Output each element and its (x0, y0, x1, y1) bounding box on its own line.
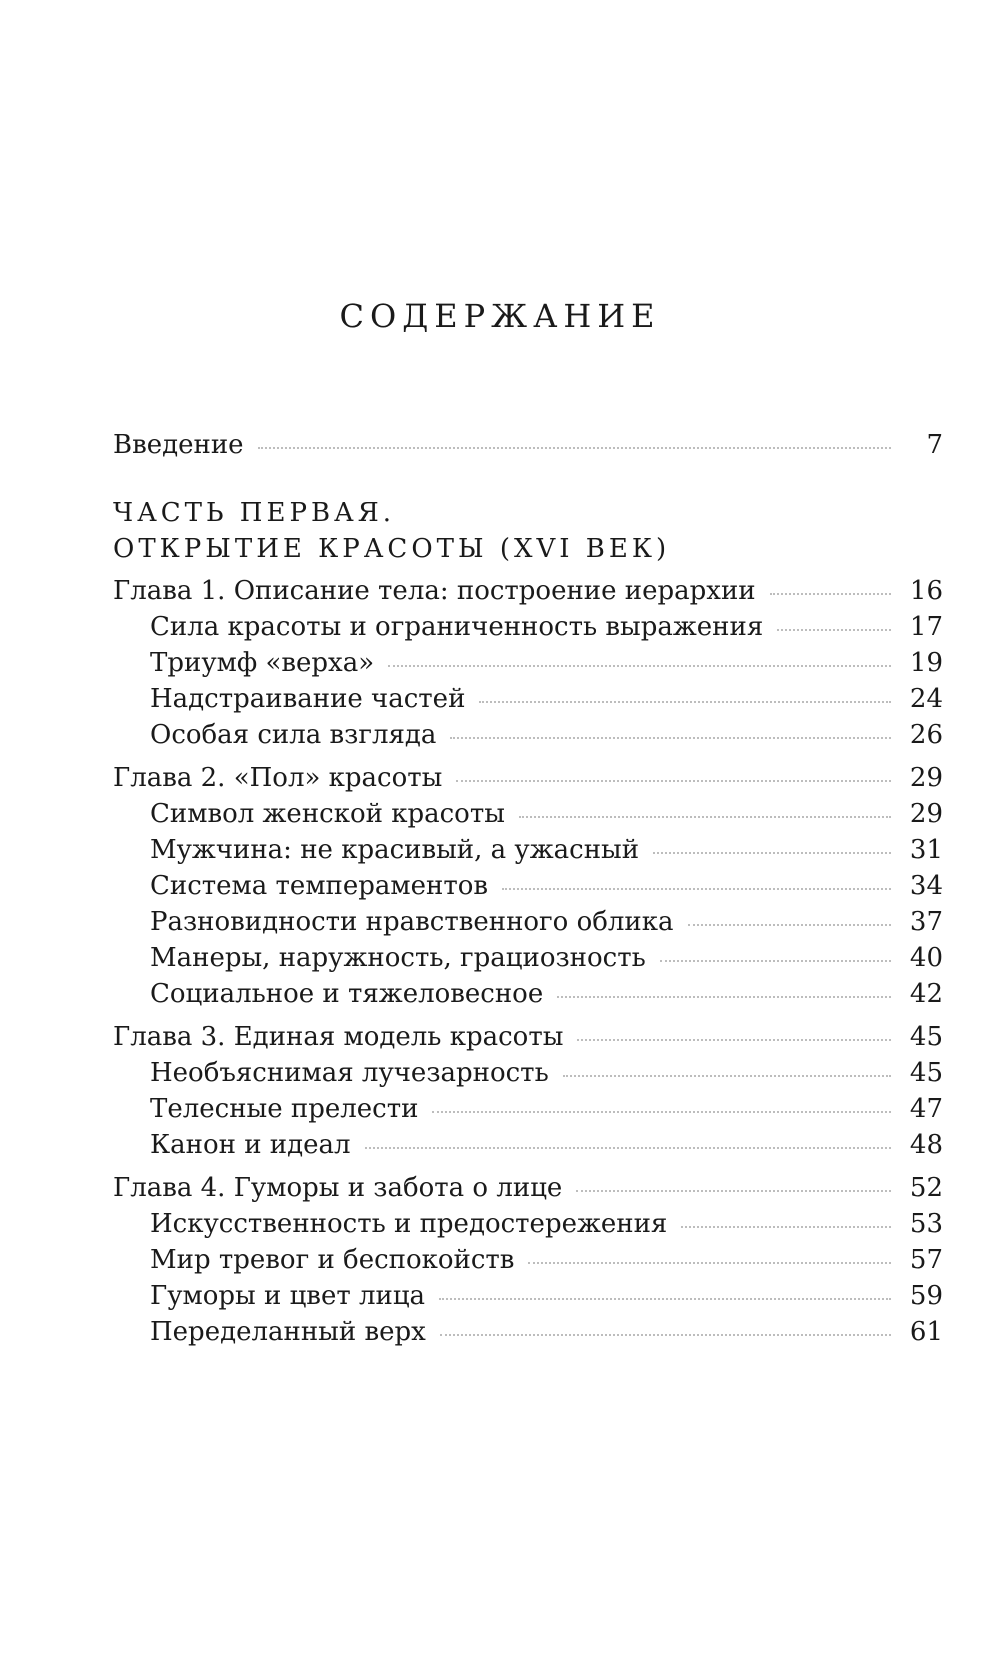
toc-page-number: 61 (909, 1317, 943, 1347)
toc-entry-section[interactable] (113, 1091, 943, 1127)
dot-leader (456, 780, 891, 782)
toc-entry-label: Введение (113, 430, 244, 460)
toc-entry-label: Мир тревог и беспокойств (150, 1245, 515, 1275)
dot-leader (528, 1262, 891, 1264)
part-heading-line-1: ЧАСТЬ ПЕРВАЯ. (113, 498, 396, 528)
chapter-list (113, 573, 943, 1350)
dot-leader (557, 996, 891, 998)
dot-leader (432, 1111, 891, 1113)
toc-entry-section[interactable] (113, 645, 943, 681)
toc-entry-label: Особая сила взгляда (150, 720, 437, 750)
part-heading-line-2: ОТКРЫТИЕ КРАСОТЫ (XVI ВЕК) (113, 534, 671, 564)
toc-page-number: 37 (909, 907, 943, 937)
toc-entry-label: Глава 4. Гуморы и забота о лице (113, 1173, 563, 1203)
dot-leader (479, 701, 891, 703)
page-title: СОДЕРЖАНИЕ (339, 297, 661, 335)
dot-leader (450, 737, 891, 739)
toc-page-number: 17 (909, 612, 943, 642)
dot-leader (576, 1190, 891, 1192)
toc-entry-section[interactable] (113, 1055, 943, 1091)
toc-entry-section[interactable] (113, 832, 943, 868)
toc-page-number: 48 (909, 1130, 943, 1160)
toc-page-number: 57 (909, 1245, 943, 1275)
toc-entry-section[interactable] (113, 976, 943, 1012)
toc-entry-section[interactable] (113, 796, 943, 832)
toc-page-number: 29 (909, 799, 943, 829)
toc-page-number: 59 (909, 1281, 943, 1311)
dot-leader (660, 960, 891, 962)
toc-entry-section[interactable] (113, 1206, 943, 1242)
toc-page-number: 34 (909, 871, 943, 901)
dot-leader (388, 665, 891, 667)
toc-entry-label: Манеры, наружность, грациозность (150, 943, 646, 973)
toc-page-number: 19 (909, 648, 943, 678)
toc-entry-chapter-4[interactable] (113, 1170, 943, 1206)
toc-entry-chapter-2[interactable] (113, 760, 943, 796)
toc-entry-section[interactable] (113, 1127, 943, 1163)
dot-leader (440, 1334, 891, 1336)
toc-entry-section[interactable] (113, 1242, 943, 1278)
toc-page-number: 29 (909, 763, 943, 793)
toc-entry-label: Разновидности нравственного облика (150, 907, 674, 937)
toc-page-number: 47 (909, 1094, 943, 1124)
toc-page-number: 31 (909, 835, 943, 865)
dot-leader (439, 1298, 891, 1300)
toc-page-number: 26 (909, 720, 943, 750)
dot-leader (770, 593, 891, 595)
dot-leader (502, 888, 891, 890)
toc-entry-label: Канон и идеал (150, 1130, 351, 1160)
toc-entry-label: Телесные прелести (150, 1094, 419, 1124)
toc-entry-chapter-1[interactable] (113, 573, 943, 609)
toc-entry-label: Символ женской красоты (150, 799, 505, 829)
dot-leader (563, 1075, 891, 1077)
toc-entry-label: Социальное и тяжеловесное (150, 979, 544, 1009)
dot-leader (365, 1147, 891, 1149)
toc-entry-chapter-3[interactable] (113, 1019, 943, 1055)
toc-entry-label: Мужчина: не красивый, а ужасный (150, 835, 640, 865)
dot-leader (777, 629, 891, 631)
toc-entry-label: Глава 1. Описание тела: построение иерархии (113, 576, 756, 606)
toc-entry-section[interactable] (113, 1278, 943, 1314)
toc-page-number: 52 (909, 1173, 943, 1203)
toc-entry-section[interactable] (113, 609, 943, 645)
toc-entry-label: Сила красоты и ограниченность выражения (150, 612, 764, 642)
toc-entry-label: Гуморы и цвет лица (150, 1281, 426, 1311)
toc-entry-section[interactable] (113, 681, 943, 717)
dot-leader (653, 852, 891, 854)
toc-entry-label: Система темпераментов (150, 871, 489, 901)
toc-page-number: 45 (909, 1058, 943, 1088)
toc-page-number: 16 (909, 576, 943, 606)
table-of-contents (113, 427, 943, 1350)
toc-entry-label: Глава 3. Единая модель красоты (113, 1022, 564, 1052)
toc-page-number: 42 (909, 979, 943, 1009)
toc-entry-label: Переделанный верх (150, 1317, 426, 1347)
dot-leader (577, 1039, 891, 1041)
toc-entry-section[interactable] (113, 868, 943, 904)
toc-entry-section[interactable] (113, 904, 943, 940)
toc-page-number: 24 (909, 684, 943, 714)
toc-entry-label: Триумф «верха» (150, 648, 375, 678)
dot-leader (258, 447, 891, 449)
part-heading (113, 495, 943, 567)
toc-entry-section[interactable] (113, 717, 943, 753)
toc-entry-intro[interactable] (113, 427, 943, 463)
toc-entry-label: Глава 2. «Пол» красоты (113, 763, 443, 793)
toc-page-number: 53 (909, 1209, 943, 1239)
toc-entry-section[interactable] (113, 1314, 943, 1350)
dot-leader (688, 924, 892, 926)
dot-leader (519, 816, 891, 818)
toc-page-number: 40 (909, 943, 943, 973)
toc-entry-label: Надстраивание частей (150, 684, 466, 714)
toc-entry-section[interactable] (113, 940, 943, 976)
toc-entry-label: Необъяснимая лучезарность (150, 1058, 549, 1088)
dot-leader (681, 1226, 891, 1228)
toc-entry-label: Искусственность и предостережения (150, 1209, 668, 1239)
toc-page-number: 7 (926, 430, 943, 460)
toc-page-number: 45 (909, 1022, 943, 1052)
